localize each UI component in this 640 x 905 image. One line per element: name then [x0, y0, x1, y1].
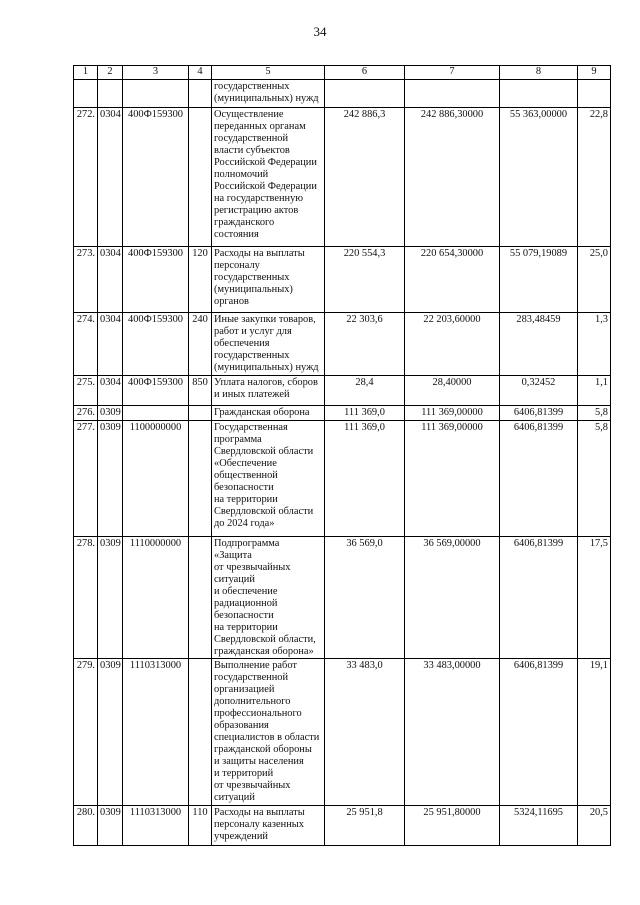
target-article: 400Ф159300 — [123, 247, 189, 313]
item-name: Государственная программа Свердловской области «Обеспечение общественной безопасности на территории Свердловской области до 2024 года» — [212, 420, 325, 536]
column-header: 3 — [123, 66, 189, 80]
execution-percent: 20,5 — [578, 805, 611, 845]
column-header: 6 — [325, 66, 405, 80]
target-article: 1110313000 — [123, 805, 189, 845]
expense-type — [189, 80, 212, 108]
execution-percent: 1,1 — [578, 376, 611, 406]
column-header: 9 — [578, 66, 611, 80]
column-header: 5 — [212, 66, 325, 80]
table-row — [74, 805, 611, 845]
planned-amount-precise — [405, 80, 500, 108]
item-name: Расходы на выплаты персоналу государственных (муниципальных) органов — [212, 247, 325, 313]
table-row — [74, 247, 611, 313]
planned-amount-precise: 33 483,00000 — [405, 659, 500, 805]
actual-amount: 283,48459 — [500, 313, 578, 376]
expense-type — [189, 420, 212, 536]
item-name: Иные закупки товаров, работ и услуг для обеспечения государственных (муниципальных) нужд — [212, 313, 325, 376]
item-name: Уплата налогов, сборов и иных платежей — [212, 376, 325, 406]
planned-amount-precise: 36 569,00000 — [405, 536, 500, 659]
expense-type: 850 — [189, 376, 212, 406]
section-code: 0309 — [98, 805, 123, 845]
expense-type: 240 — [189, 313, 212, 376]
table-row — [74, 376, 611, 406]
column-header: 2 — [98, 66, 123, 80]
execution-percent: 5,8 — [578, 406, 611, 421]
target-article: 400Ф159300 — [123, 376, 189, 406]
planned-amount: 33 483,0 — [325, 659, 405, 805]
column-header: 7 — [405, 66, 500, 80]
planned-amount: 242 886,3 — [325, 108, 405, 247]
execution-percent: 25,0 — [578, 247, 611, 313]
section-code: 0304 — [98, 376, 123, 406]
section-code — [98, 80, 123, 108]
planned-amount-precise: 242 886,30000 — [405, 108, 500, 247]
row-number: 279. — [74, 659, 98, 805]
target-article: 400Ф159300 — [123, 313, 189, 376]
table-row — [74, 80, 611, 108]
expense-type: 120 — [189, 247, 212, 313]
item-name: Гражданская оборона — [212, 406, 325, 421]
row-number — [74, 80, 98, 108]
target-article: 400Ф159300 — [123, 108, 189, 247]
column-header: 1 — [74, 66, 98, 80]
actual-amount: 0,32452 — [500, 376, 578, 406]
table-row — [74, 536, 611, 659]
row-number: 277. — [74, 420, 98, 536]
actual-amount: 5324,11695 — [500, 805, 578, 845]
planned-amount-precise: 111 369,00000 — [405, 406, 500, 421]
target-article: 1110000000 — [123, 536, 189, 659]
actual-amount: 6406,81399 — [500, 420, 578, 536]
row-number: 276. — [74, 406, 98, 421]
planned-amount-precise: 22 203,60000 — [405, 313, 500, 376]
planned-amount-precise: 28,40000 — [405, 376, 500, 406]
item-name: государственных (муниципальных) нужд — [212, 80, 325, 108]
item-name: Подпрограмма «Защита от чрезвычайных ситуаций и обеспечение радиационной безопасности на территории Свердловской области, гражданская оборона» — [212, 536, 325, 659]
planned-amount: 111 369,0 — [325, 420, 405, 536]
table-body — [74, 80, 611, 846]
item-name: Выполнение работ государственной организацией дополнительного профессионального образования специалистов в области гражданской обороны и защиты населения и территорий от чрезвычайных ситуаций — [212, 659, 325, 805]
planned-amount: 25 951,8 — [325, 805, 405, 845]
planned-amount — [325, 80, 405, 108]
page-number: 34 — [313, 24, 327, 39]
table-row — [74, 313, 611, 376]
header-row — [74, 66, 611, 80]
row-number: 278. — [74, 536, 98, 659]
table-row — [74, 406, 611, 421]
row-number: 275. — [74, 376, 98, 406]
actual-amount: 6406,81399 — [500, 659, 578, 805]
expense-type — [189, 659, 212, 805]
column-header: 8 — [500, 66, 578, 80]
execution-percent: 1,3 — [578, 313, 611, 376]
actual-amount: 6406,81399 — [500, 536, 578, 659]
row-number: 273. — [74, 247, 98, 313]
section-code: 0309 — [98, 659, 123, 805]
section-code: 0309 — [98, 536, 123, 659]
planned-amount: 220 554,3 — [325, 247, 405, 313]
target-article: 1100000000 — [123, 420, 189, 536]
planned-amount: 111 369,0 — [325, 406, 405, 421]
planned-amount-precise: 25 951,80000 — [405, 805, 500, 845]
section-code: 0304 — [98, 108, 123, 247]
table-row — [74, 108, 611, 247]
expense-type — [189, 536, 212, 659]
target-article — [123, 406, 189, 421]
row-number: 272. — [74, 108, 98, 247]
table-row — [74, 420, 611, 536]
expense-type — [189, 406, 212, 421]
execution-percent — [578, 80, 611, 108]
target-article: 1110313000 — [123, 659, 189, 805]
section-code: 0309 — [98, 420, 123, 536]
expense-type: 110 — [189, 805, 212, 845]
execution-percent: 22,8 — [578, 108, 611, 247]
section-code: 0309 — [98, 406, 123, 421]
expense-type — [189, 108, 212, 247]
planned-amount: 28,4 — [325, 376, 405, 406]
execution-percent: 17,5 — [578, 536, 611, 659]
target-article — [123, 80, 189, 108]
execution-percent: 5,8 — [578, 420, 611, 536]
planned-amount: 22 303,6 — [325, 313, 405, 376]
section-code: 0304 — [98, 313, 123, 376]
actual-amount: 6406,81399 — [500, 406, 578, 421]
budget-table — [73, 65, 611, 846]
table-row — [74, 659, 611, 805]
row-number: 274. — [74, 313, 98, 376]
section-code: 0304 — [98, 247, 123, 313]
item-name: Осуществление переданных органам государственной власти субъектов Российской Федерации полномочий Российской Федерации на государственную регистрацию актов гражданского состояния — [212, 108, 325, 247]
column-header: 4 — [189, 66, 212, 80]
actual-amount: 55 079,19089 — [500, 247, 578, 313]
item-name: Расходы на выплаты персоналу казенных учреждений — [212, 805, 325, 845]
planned-amount-precise: 111 369,00000 — [405, 420, 500, 536]
actual-amount: 55 363,00000 — [500, 108, 578, 247]
execution-percent: 19,1 — [578, 659, 611, 805]
planned-amount-precise: 220 654,30000 — [405, 247, 500, 313]
row-number: 280. — [74, 805, 98, 845]
actual-amount — [500, 80, 578, 108]
planned-amount: 36 569,0 — [325, 536, 405, 659]
